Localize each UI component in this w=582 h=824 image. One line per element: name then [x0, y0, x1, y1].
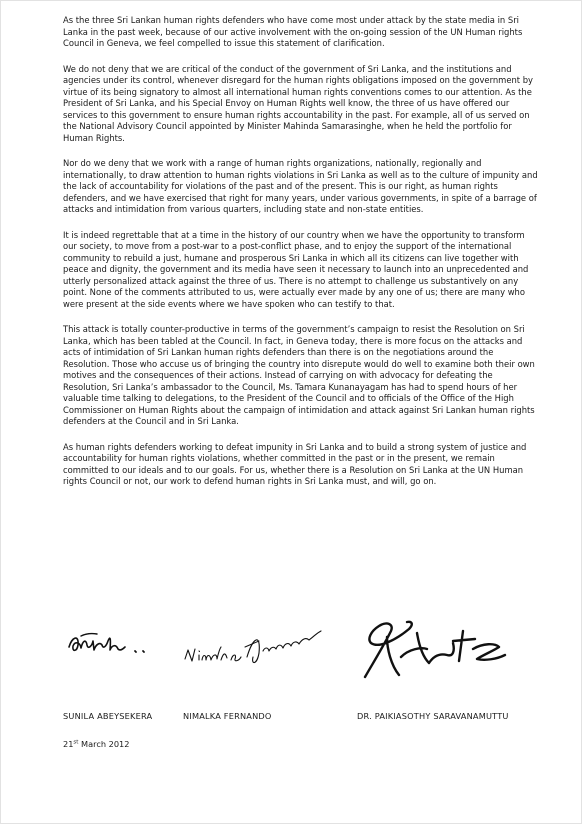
paragraph-3: Nor do we deny that we work with a range of human rights organizations, nationally, regionally and internationally, to draw attention to human rights violations in Sri Lanka as well as to the culture of impunity and the lack of accountability for violations of the past and of the present. This is our right, as human rights defenders, and we have exercised that right for many years, under various governments, in spite of a barrage of attacks and intimidation from various quarters, including state and non-state entities. — [63, 158, 538, 214]
paragraph-2: We do not deny that we are critical of the conduct of the government of Sri Lanka, and the institutions and agencies under its control, whenever disregard for the human rights obligations imposed on the government by virtue of its being signatory to almost all international human rights conventions comes to our attention. As the President of Sri Lanka, and his Special Envoy on Human Rights well know, the three of us have offered our services to this government to ensure human rights accountability in the past. For example, all of us served on the National Advisory Council appointed by Minister Mahinda Samarasinghe, when he held the portfolio for Human Rights. — [63, 63, 534, 143]
signature-fernando — [181, 617, 331, 677]
signature-saravanamuttu — [357, 613, 517, 689]
paragraph-4: It is indeed regrettable that at a time in the history of our country when we have the opportunity to transform our society, to move from a post-war to a post-conflict phase, and to enjoy the support of the international community to rebuild a just, humane and prosperous Sri Lanka in which all its citizens can live together with peace and dignity, the government and its media have seen it necessary to launch into an unprecedented and utterly personalized attack against the three of us. There is no attempt to challenge us substantively on any point. None of the comments attributed to us, were actually ever made by any one of us; there are many who were present at the side events where we have spoken who can testify to that. — [63, 229, 529, 309]
signatory-name-3: DR. PAIKIASOTHY SARAVANAMUTTU — [357, 711, 509, 721]
paragraph-6: As human rights defenders working to defeat impunity in Sri Lanka and to build a strong system of justice and accountability for human rights violations, whether committed in the past or in the present, we remain committed to our ideals and to our goals. For us, whether there is a Resolution on Sri Lanka at the UN Human rights Council or not, our work to defend human rights in Sri Lanka must, and will, go on. — [63, 441, 527, 486]
date-rest: March 2012 — [78, 739, 130, 749]
date-suffix: st — [73, 739, 79, 746]
signatory-name-1: SUNILA ABEYSEKERA — [63, 711, 153, 721]
letter-date — [63, 739, 129, 749]
letter-body — [63, 15, 539, 502]
paragraph-1: As the three Sri Lankan human rights defenders who have come most under attack by the state media in Sri Lanka in the past week, because of our active involvement with the on-going session of the UN Human rights Council in Geneva, we feel compelled to issue this statement of clarification. — [63, 15, 523, 48]
date-day: 21 — [63, 739, 74, 749]
paragraph-5: This attack is totally counter-productive in terms of the government’s campaign to resist the Resolution on Sri Lanka, which has been tabled at the Council. In fact, in Geneva today, there is more focus on the attacks and acts of intimidation of Sri Lankan human rights defenders than there is on the negotiations around the Resolution. Those who accuse us of bringing the country into disrepute would do well to examine both their own motives and the consequences of their actions. Instead of carrying on with advocacy for defeating the Resolution, Sri Lanka’s ambassador to the Council, Ms. Tamara Kunanayagam has had to spend hours of her valuable time talking to delegations, to the President of the Council and to officials of the Office of the High Commissioner on Human Rights about the campaign of intimidation and attack against Sri Lankan human rights defenders at the Council and in Sri Lanka. — [63, 324, 535, 426]
signature-abeysekera — [63, 623, 173, 663]
signatory-name-2: NIMALKA FERNANDO — [183, 711, 272, 721]
